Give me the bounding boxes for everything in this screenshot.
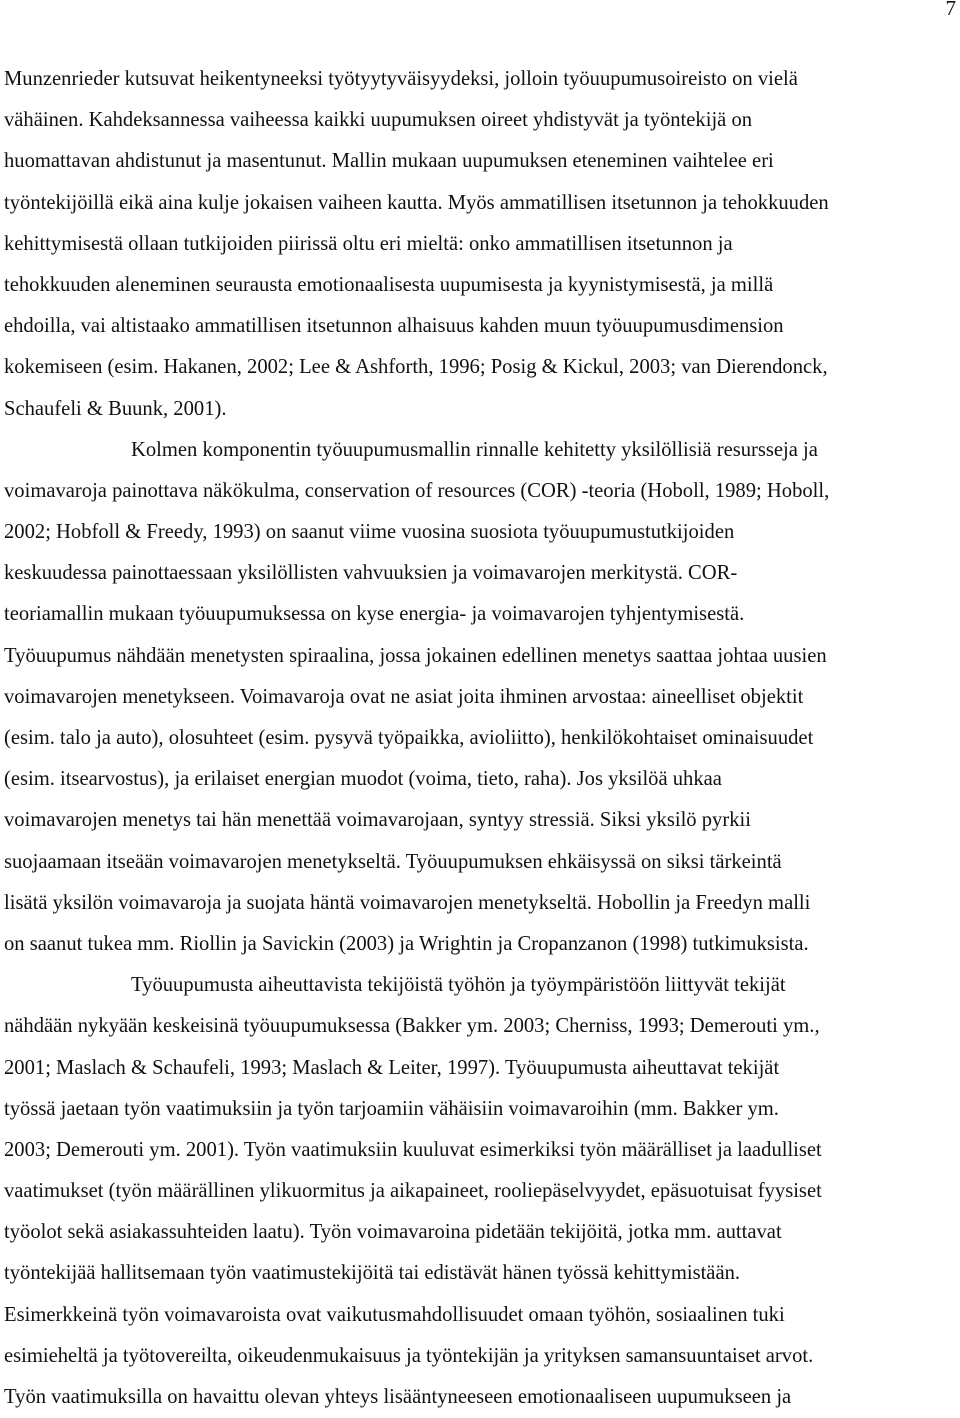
text-line: voimavarojen menetykseen. Voimavaroja ovat ne asiat joita ihminen arvostaa: aineelliset objektit bbox=[4, 685, 804, 708]
text-line: Esimerkkeinä työn voimavaroista ovat vaikutusmahdollisuudet omaan työhön, sosiaalinen tuki bbox=[4, 1303, 785, 1326]
text-line: on saanut tukea mm. Riollin ja Savickin (2003) ja Wrightin ja Cropanzanon (1998) tutkimuksista. bbox=[4, 932, 809, 955]
text-line: 2003; Demerouti ym. 2001). Työn vaatimuksiin kuuluvat esimerkiksi työn määrälliset ja laadulliset bbox=[4, 1138, 822, 1161]
text-line: 2002; Hobfoll & Freedy, 1993) on saanut viime vuosina suosiota työuupumustutkijoiden bbox=[4, 521, 735, 544]
text-line: suojaamaan itseään voimavarojen menetykseltä. Työuupumuksen ehkäisyssä on siksi tärkeintä bbox=[4, 850, 782, 873]
text-line: kokemiseen (esim. Hakanen, 2002; Lee & Ashforth, 1996; Posig & Kickul, 2003; van Dierendonck, bbox=[4, 356, 828, 379]
text-line: keskuudessa painottaessaan yksilöllisten vahvuuksien ja voimavarojen merkitystä. COR- bbox=[4, 562, 738, 585]
text-line: vähäinen. Kahdeksannessa vaiheessa kaikki uupumuksen oireet yhdistyvät ja työntekijä on bbox=[4, 109, 753, 132]
paragraph-first-line: Kolmen komponentin työuupumusmallin rinnalle kehitetty yksilöllisiä resursseja ja bbox=[131, 438, 818, 461]
text-line: teoriamallin mukaan työuupumuksessa on kyse energia- ja voimavarojen tyhjentymisestä. bbox=[4, 603, 745, 626]
text-line: tehokkuuden aleneminen seurausta emotionaalisesta uupumisesta ja kyynistymisestä, ja millä bbox=[4, 273, 774, 296]
text-line: (esim. talo ja auto), olosuhteet (esim. pysyvä työpaikka, avioliitto), henkilökohtaiset ominaisuudet bbox=[4, 727, 814, 749]
text-line: voimavaroja painottava näkökulma, conservation of resources (COR) -teoria (Hoboll, 1989; Hoboll, bbox=[4, 479, 830, 502]
text-line: Työn vaatimuksilla on havaittu olevan yhteys lisääntyneeseen emotionaaliseen uupumukseen ja bbox=[4, 1386, 792, 1408]
text-line: työntekijää hallitsemaan työn vaatimustekijöitä tai edistävät hänen työssä kehittymistään. bbox=[4, 1262, 741, 1285]
text-line: työntekijöillä eikä aina kulje jokaisen vaiheen kautta. Myös ammatillisen itsetunnon ja tehokkuuden bbox=[4, 191, 829, 214]
text-line: huomattavan ahdistunut ja masentunut. Mallin mukaan uupumuksen eteneminen vaihtelee eri bbox=[4, 150, 774, 173]
text-line: Munzenrieder kutsuvat heikentyneeksi työtyytyväisyydeksi, jolloin työuupumusoireisto on vielä bbox=[4, 68, 798, 90]
paragraph-first-line: Työuupumusta aiheuttavista tekijöistä työhön ja työympäristöön liittyvät tekijät bbox=[131, 974, 786, 997]
text-line: työssä jaetaan työn vaatimuksiin ja työn tarjoamiin vähäisiin voimavaroihin (mm. Bakker ym. bbox=[4, 1097, 779, 1120]
text-line: 2001; Maslach & Schaufeli, 1993; Maslach & Leiter, 1997). Työuupumusta aiheuttavat tekijät bbox=[4, 1056, 780, 1079]
text-line: voimavarojen menetys tai hän menettää voimavarojaan, syntyy stressiä. Siksi yksilö pyrkii bbox=[4, 809, 751, 832]
text-line: lisätä yksilön voimavaroja ja suojata häntä voimavarojen menetykseltä. Hobollin ja Freedyn malli bbox=[4, 891, 811, 914]
document-body bbox=[4, 59, 956, 1418]
text-line: Työuupumus nähdään menetysten spiraalina, jossa jokainen edellinen menetys saattaa johtaa uusien bbox=[4, 644, 827, 667]
text-line: esimieheltä ja työtovereilta, oikeudenmukaisuus ja työntekijän ja yrityksen samansuuntaiset arvot. bbox=[4, 1344, 814, 1367]
text-line: Schaufeli & Buunk, 2001). bbox=[4, 397, 227, 420]
text-line: kehittymisestä ollaan tutkijoiden piirissä oltu eri mieltä: onko ammatillisen itsetunnon ja bbox=[4, 232, 733, 255]
text-line: vaatimukset (työn määrällinen ylikuormitus ja aikapaineet, rooliepäselvyydet, epäsuotuisat fyysiset bbox=[4, 1180, 822, 1203]
text-line: (esim. itsearvostus), ja erilaiset energian muodot (voima, tieto, raha). Jos yksilöä uhkaa bbox=[4, 768, 722, 791]
page-number: 7 bbox=[945, 0, 956, 20]
text-line: nähdään nykyään keskeisinä työuupumuksessa (Bakker ym. 2003; Cherniss, 1993; Demerouti ym., bbox=[4, 1015, 820, 1038]
text-line: ehdoilla, vai altistaako ammatillisen itsetunnon alhaisuus kahden muun työuupumusdimension bbox=[4, 315, 784, 338]
text-line: työolot sekä asiakassuhteiden laatu). Työn voimavaroina pidetään tekijöitä, jotka mm. auttavat bbox=[4, 1221, 782, 1244]
